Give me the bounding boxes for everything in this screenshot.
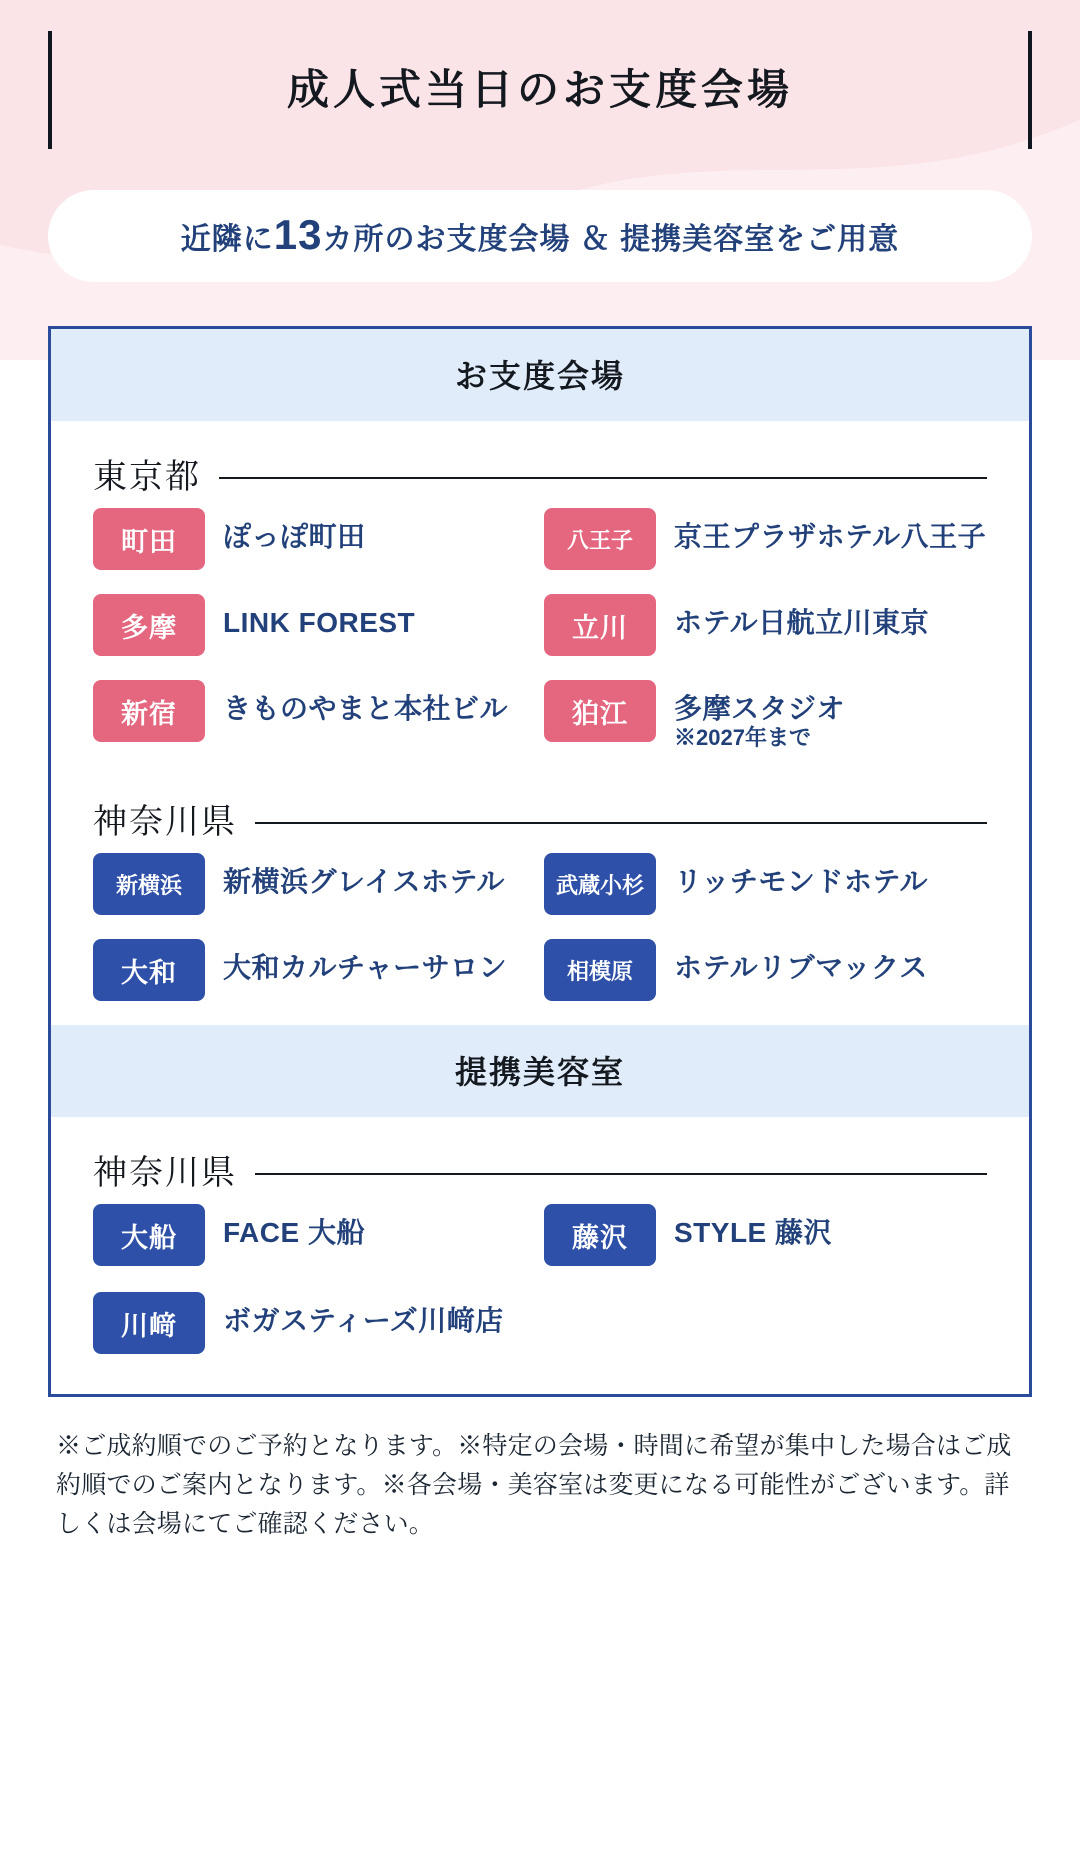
- list-item[interactable]: [544, 594, 987, 672]
- region-kanagawa-salons: [51, 1117, 1029, 1394]
- venue-name: ホテルリブマックス: [674, 952, 928, 983]
- salon-name: STYLE 藤沢: [674, 1217, 833, 1248]
- salon-name: ボガスティーズ川﨑店: [223, 1305, 504, 1336]
- region-divider: [219, 477, 987, 479]
- summary-prefix: 近隣に: [180, 223, 274, 256]
- list-item[interactable]: [544, 853, 987, 931]
- list-item[interactable]: [544, 680, 987, 758]
- list-item[interactable]: [93, 508, 536, 586]
- venue-area-tag: 立川: [544, 594, 656, 656]
- venue-area-tag: 八王子: [544, 508, 656, 570]
- venue-name: 大和カルチャーサロン: [223, 952, 508, 983]
- salon-name: FACE 大船: [223, 1217, 365, 1248]
- list-item[interactable]: [93, 680, 536, 758]
- venue-area-tag: 武蔵小杉: [544, 853, 656, 915]
- region-divider: [255, 1173, 987, 1175]
- region-tokyo: [51, 421, 1029, 766]
- list-item[interactable]: [544, 508, 987, 586]
- venue-name: ホテル日航立川東京: [674, 607, 930, 638]
- region-name-tokyo: 東京都: [93, 458, 201, 496]
- salon-grid-kanagawa: [93, 1204, 987, 1394]
- venue-name: 多摩スタジオ: [674, 693, 846, 724]
- venues-card: [48, 326, 1032, 1397]
- venue-name: リッチモンドホテル: [674, 866, 928, 897]
- venue-note: ※2027年まで: [674, 725, 811, 751]
- list-item[interactable]: [93, 594, 536, 672]
- footnote-text: ※ご成約順でのご予約となります。※特定の会場・時間に希望が集中した場合はご成約順でのご案内となります。※各会場・美容室は変更になる可能性がございます。詳しくは会場にてご確認ください。: [56, 1432, 1012, 1538]
- venue-area-tag: 大和: [93, 939, 205, 1001]
- summary-pill-text: [180, 211, 900, 258]
- venue-name: LINK FOREST: [223, 607, 416, 638]
- list-item[interactable]: [93, 939, 536, 1017]
- region-name-kanagawa: 神奈川県: [93, 803, 237, 841]
- venue-name: 京王プラザホテル八王子: [674, 521, 987, 552]
- region-header: [93, 449, 987, 498]
- list-item[interactable]: [93, 853, 536, 931]
- venue-area-tag: 新横浜: [93, 853, 205, 915]
- page-title: [48, 0, 1032, 142]
- salon-area-tag: 藤沢: [544, 1204, 656, 1266]
- venue-name: きものやまと本社ビル: [223, 693, 509, 724]
- venue-area-tag: 狛江: [544, 680, 656, 742]
- summary-suffix: カ所のお支度会場 ＆ 提携美容室をご用意: [322, 223, 900, 256]
- venue-name: 新横浜グレイスホテル: [223, 866, 505, 897]
- venue-area-tag: 相模原: [544, 939, 656, 1001]
- venue-area-tag: 町田: [93, 508, 205, 570]
- venue-area-tag: 新宿: [93, 680, 205, 742]
- venue-name-with-note: [674, 680, 845, 751]
- list-item[interactable]: [93, 1292, 536, 1370]
- venue-grid-tokyo: [93, 508, 987, 766]
- section-heading-dressing-venues: お支度会場: [51, 329, 1029, 421]
- list-item[interactable]: [93, 1204, 536, 1282]
- region-header: [93, 1145, 987, 1194]
- summary-count: 13: [273, 211, 323, 258]
- title-right-rule: [1028, 31, 1032, 149]
- venue-area-tag: 多摩: [93, 594, 205, 656]
- list-item[interactable]: [544, 1204, 987, 1282]
- summary-pill: [48, 190, 1032, 282]
- region-name-kanagawa-salons: 神奈川県: [93, 1154, 237, 1192]
- region-kanagawa-venues: [51, 766, 1029, 1025]
- list-item[interactable]: [544, 939, 987, 1017]
- venue-name: ぽっぽ町田: [223, 521, 366, 552]
- page-title-text: 成人式当日のお支度会場: [286, 65, 793, 113]
- salon-area-tag: 川﨑: [93, 1292, 205, 1354]
- section-heading-partner-salons: 提携美容室: [51, 1025, 1029, 1117]
- venue-grid-kanagawa: [93, 853, 987, 1025]
- region-header: [93, 794, 987, 843]
- region-divider: [255, 822, 987, 824]
- salon-area-tag: 大船: [93, 1204, 205, 1266]
